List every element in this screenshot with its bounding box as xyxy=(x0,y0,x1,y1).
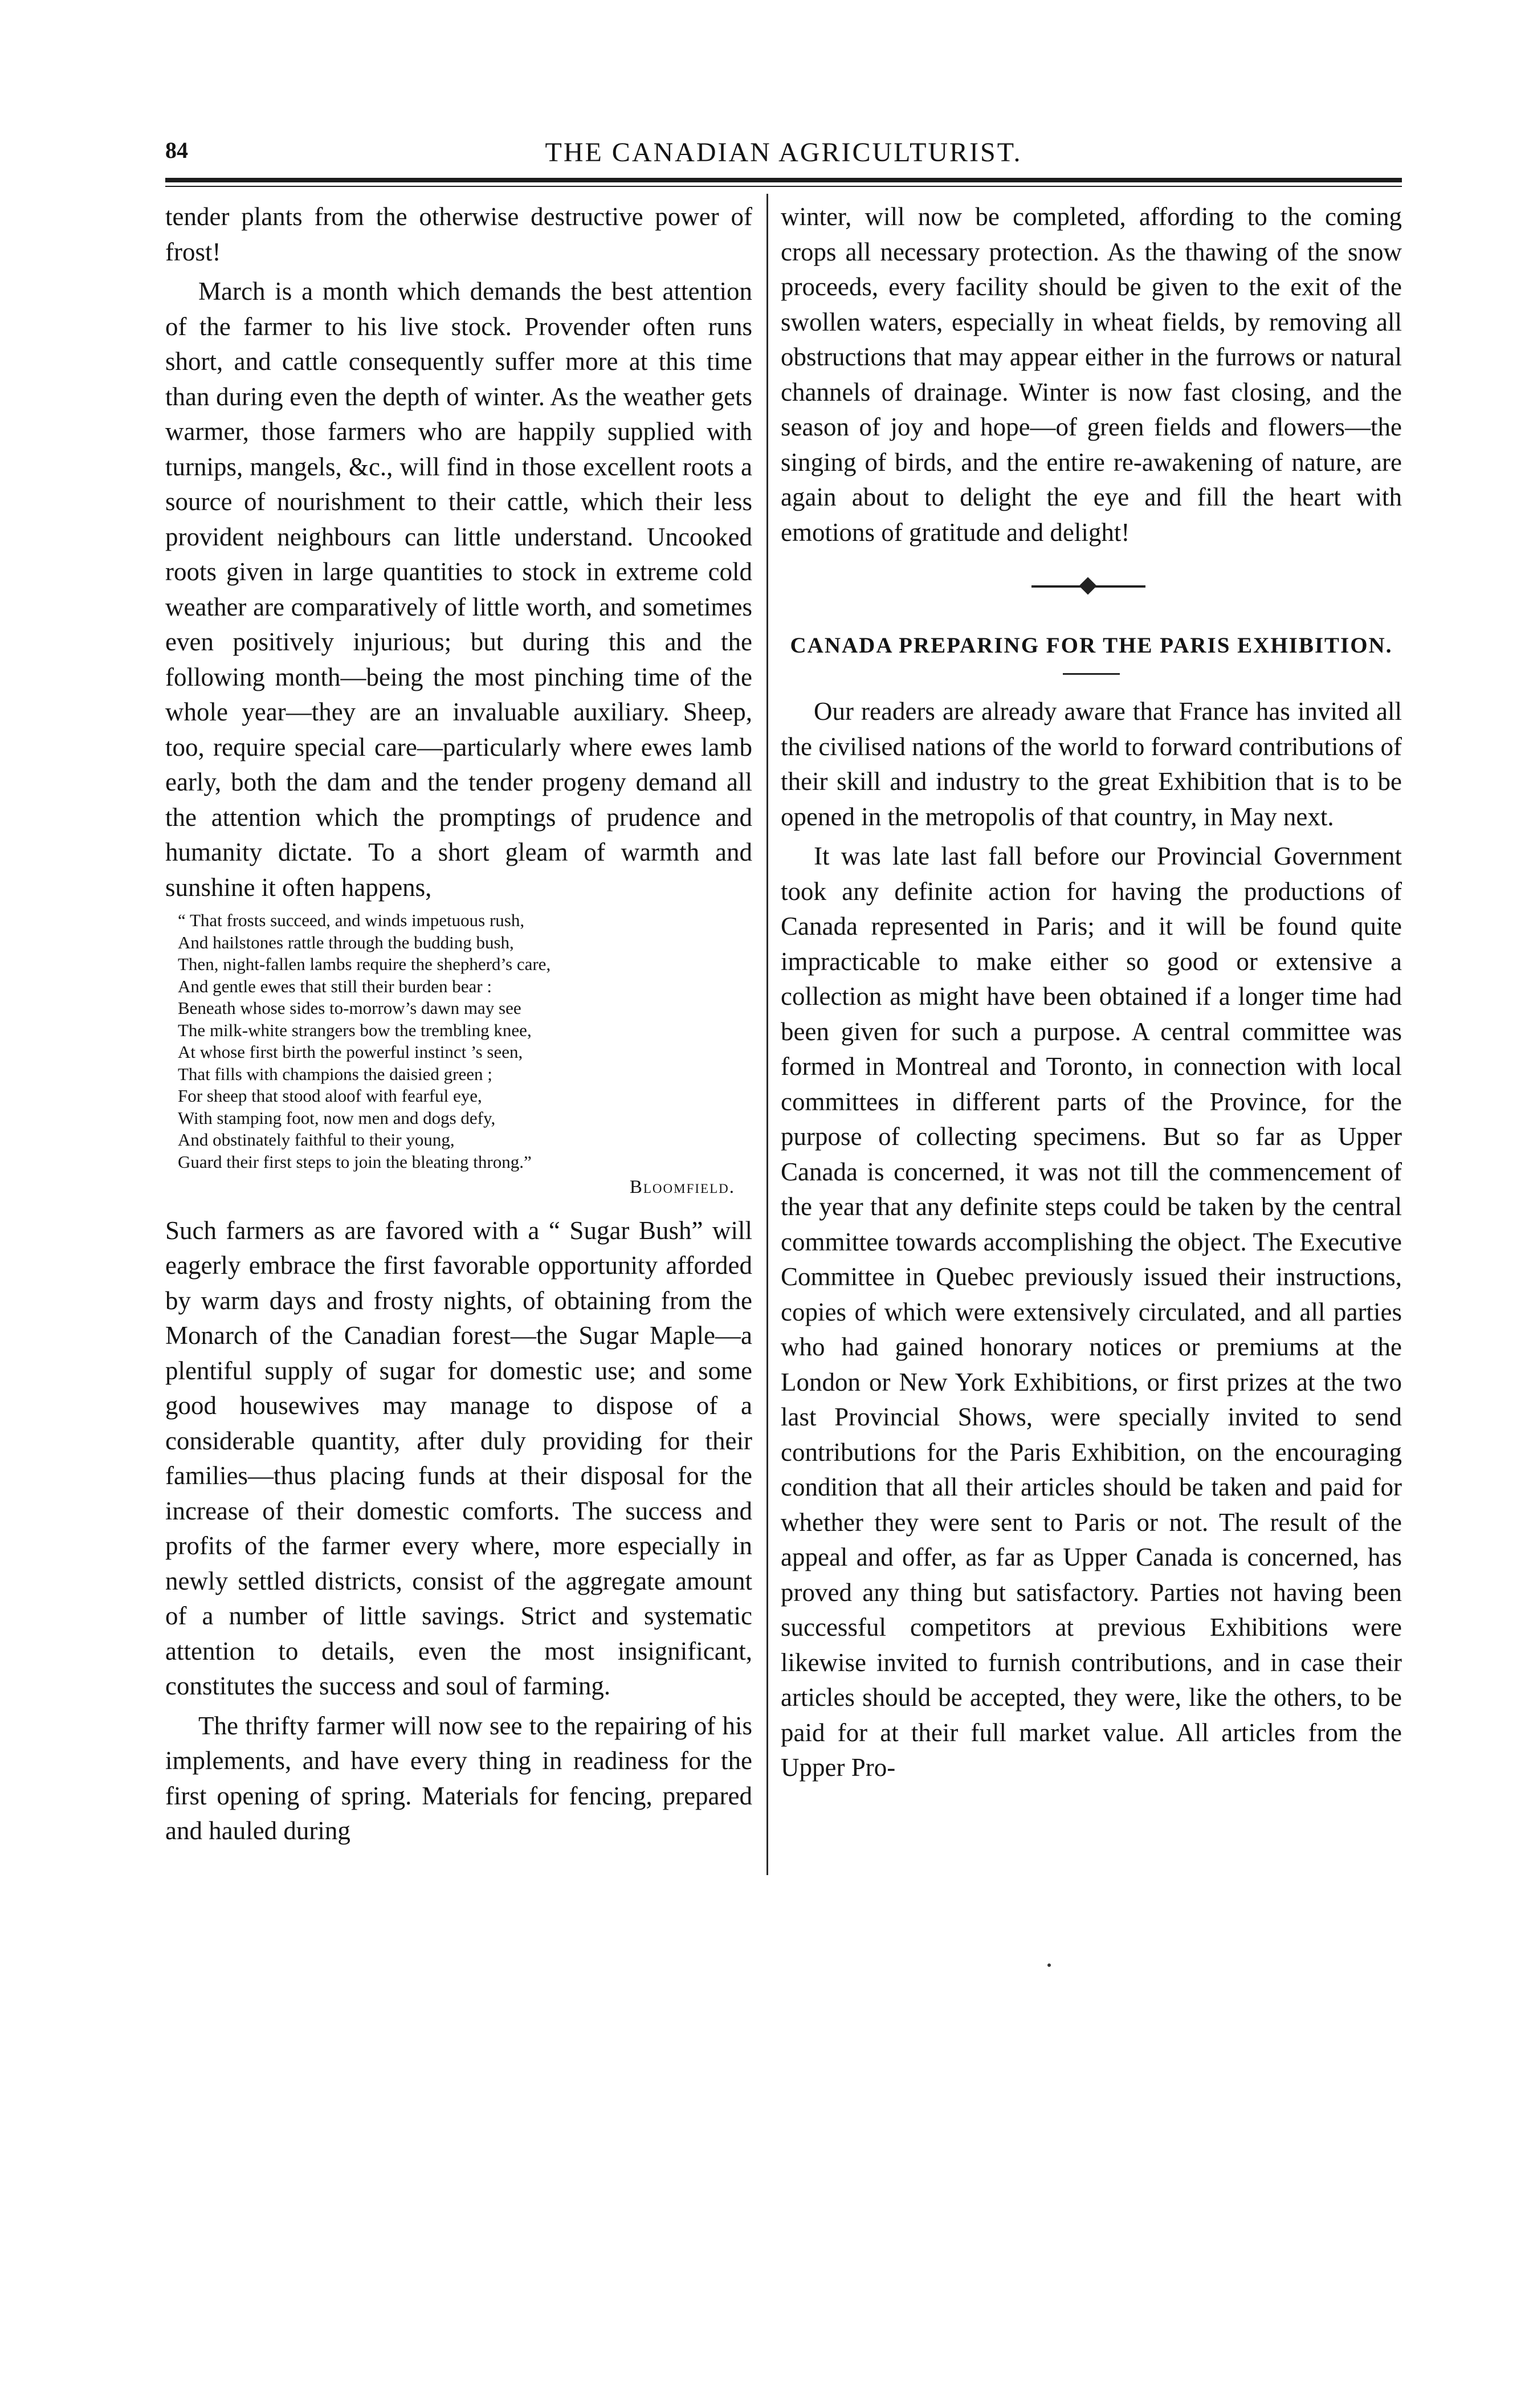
diamond-icon xyxy=(1079,577,1096,594)
poem-line: And gentle ewes that still their burden bear : xyxy=(178,976,492,996)
right-column xyxy=(781,199,1402,1790)
poem-line: Beneath whose sides to-morrow’s dawn may see xyxy=(178,998,521,1018)
right-paragraph-3: It was late last fall before our Provincial Government took any definite action for having the productions of Canada represented in Paris; and it will be found quite impracticable to make either so good or extensive a collection as might have been obtained if a longer time had been given for such a purpose. A central committee was formed in Montreal and Toronto, in connection with local committees in different parts of the Province, for the purpose of collecting specimens. But so far as Upper Canada is concerned, it was not till the commencement of the year that any definite steps could be taken by the central committee towards accomplishing the object. The Executive Committee in Quebec previously issued their instructions, copies of which were extensively circulated, and all parties who had gained honorary notices or premiums at the London or New York Exhibitions, or first prizes at the two last Provincial Shows, were specially invited to send contributions for the Paris Exhibition, on the encouraging condition that all their articles should be taken and paid for whether they were sent to Paris or not. The result of the appeal and offer, as far as Upper Canada is concerned, has proved any thing but satisfactory. Parties not having been successful competitors at previous Exhibitions were likewise invited to furnish contributions, and in case their articles should be accepted, they were, like the others, to be paid for at their full market value. All articles from the Upper Pro- xyxy=(781,842,1402,1782)
left-paragraph-3: Such farmers as are favored with a “ Sugar Bush” will eagerly embrace the first favorable opportunity afforded by warm days and frosty nights, of obtaining from the Monarch of the Canadian forest—the Sugar Maple—a plentiful supply of sugar for domestic use; and some good housewives may manage to dispose of a considerable quantity, after duly providing for their families—thus placing funds at their disposal for the increase of their domestic comforts. The success and profits of the farmer every where, more especially in newly settled districts, consist of the aggregate amount of a number of little savings. Strict and systematic attention to details, even the most insignificant, constitutes the success and soul of farming. xyxy=(165,1216,752,1700)
poem-line: With stamping foot, now men and dogs defy, xyxy=(178,1107,496,1128)
article-headline: CANADA PREPARING FOR THE PARIS EXHIBITION. xyxy=(790,633,1393,658)
poem-line: At whose first birth the powerful instinct ’s seen, xyxy=(178,1042,523,1062)
poem-line: For sheep that stood aloof with fearful eye, xyxy=(178,1086,482,1106)
left-column xyxy=(165,199,752,1853)
page-header xyxy=(165,137,1402,177)
poem-line: Then, night-fallen lambs require the shepherd’s care, xyxy=(178,954,551,974)
right-paragraph-2: Our readers are already aware that France has invited all the civilised nations of the world to forward contributions of their skill and industry to the great Exhibition that is to be opened in the metropolis of that country, in May next. xyxy=(781,697,1402,831)
header-rule-thin xyxy=(165,186,1402,187)
right-paragraph-1: winter, will now be completed, affording to the coming crops all necessary protection. As the thawing of the snow proceeds, every facility should be given to the exit of the swollen waters, especially in wheat fields, by removing all obstructions that may appear either in the furrows or natural channels of drainage. Winter is now fast closing, and the season of joy and hope—of green fields and flowers—the singing of birds, and the entire re-awakening of nature, are again about to delight the eye and fill the heart with emotions of gratitude and delight! xyxy=(781,202,1402,547)
poem-line: Guard their first steps to join the bleating throng.” xyxy=(178,1151,532,1172)
header-rule-thick xyxy=(165,178,1402,182)
column-divider xyxy=(766,194,768,1875)
page-speck xyxy=(1047,1963,1051,1967)
poem-attribution: Bloomfield. xyxy=(629,1177,735,1197)
headline-rule xyxy=(1063,673,1120,675)
poem-line: And obstinately faithful to their young, xyxy=(178,1130,455,1150)
poem-line: “ That frosts succeed, and winds impetuous rush, xyxy=(178,910,525,930)
running-title: THE CANADIAN AGRICULTURIST. xyxy=(545,137,1022,168)
left-paragraph-2: March is a month which demands the best attention of the farmer to his live stock. Provender often runs short, and cattle consequently suffer more at this time than during even the depth of winter. As the weather gets warmer, those farmers who are happily supplied with turnips, mangels, &c., will find in those excellent roots a source of nourishment to their cattle, which their less provident neighbours can little understand. Uncooked roots given in large quantities to stock in extreme cold weather are comparatively of little worth, and sometimes even positively injurious; but during this and the following month—being the most pinching time of the whole year—they are an invaluable auxiliary. Sheep, too, require special care—particularly where ewes lamb early, both the dam and the tender progeny demand all the attention which the promptings of prudence and humanity dictate. To a short gleam of warmth and sunshine it often happens, xyxy=(165,277,752,902)
poem-line: That fills with champions the daisied green ; xyxy=(178,1064,492,1084)
page-number: 84 xyxy=(165,137,188,163)
left-paragraph-1: tender plants from the otherwise destructive power of frost! xyxy=(165,202,752,266)
section-ornament xyxy=(781,561,1402,613)
poem-line: The milk-white strangers bow the trembling knee, xyxy=(178,1020,532,1040)
left-paragraph-4: The thrifty farmer will now see to the repairing of his implements, and have every thing in readiness for the first opening of spring. Materials for fencing, prepared and hauled during xyxy=(165,1711,752,1845)
poem-line: And hailstones rattle through the budding bush, xyxy=(178,932,514,952)
poem-quotation xyxy=(165,910,752,1199)
